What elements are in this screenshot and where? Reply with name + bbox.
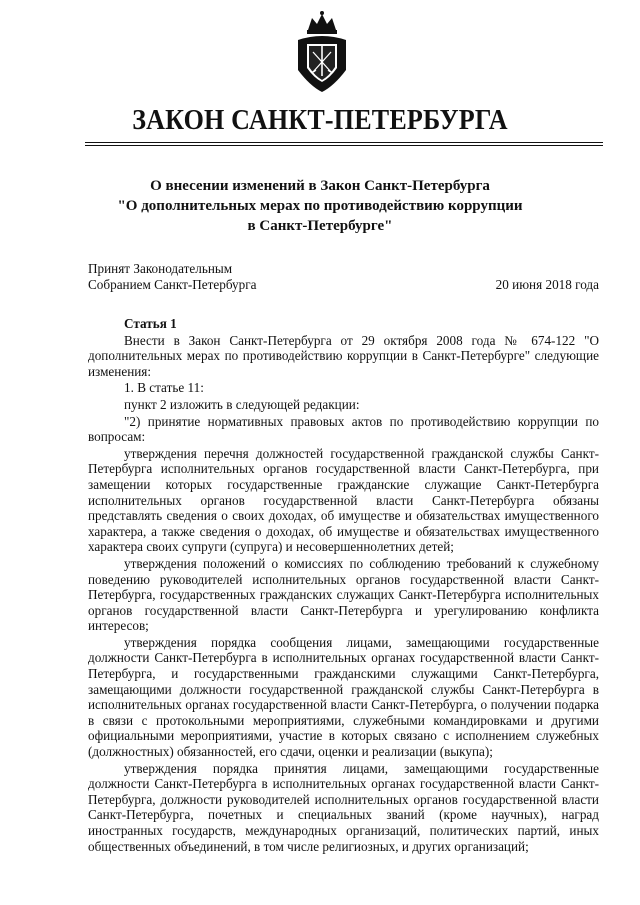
- subject-line: в Санкт-Петербурге": [247, 218, 393, 234]
- subject-line: О внесении изменений в Закон Санкт-Петербурга: [150, 178, 490, 194]
- title-underline: [85, 142, 603, 143]
- paragraph: утверждения порядка сообщения лицами, замещающими государственные должности Санкт-Петербурга в исполнительных органах государственной власти Санкт-Петербурга, и государственными гражданскими служащими Санкт-Петербурга, замещающими должности государственной гражданской службы Санкт-Петербурга в исполнительных органах государственной власти Санкт-Петербурга, о получении подарка в связи с протокольными мероприятиями, служебными командировками и другими официальными мероприятиями, участие в которых связано с исполнением служебных (должностных) обязанностей, его сдачи, оценки и реализации (выкупа);: [88, 634, 599, 760]
- paragraph: 1. В статье 11:: [124, 380, 204, 396]
- adopted-by: [88, 261, 257, 293]
- paragraph: Внести в Закон Санкт-Петербурга от 29 октября 2008 года № 674-122 "О дополнительных мерах по противодействию коррупции в Санкт-Петербурге" следующие изменения:: [88, 332, 599, 379]
- paragraph: пункт 2 изложить в следующей редакции:: [124, 396, 360, 412]
- paragraph: "2) принятие нормативных правовых актов по противодействию коррупции по вопросам:: [88, 413, 599, 445]
- law-title: ЗАКОН САНКТ-ПЕТЕРБУРГА: [132, 105, 508, 136]
- law-subject: [0, 176, 640, 236]
- paragraph: утверждения порядка принятия лицами, замещающими государственные должности Санкт-Петербурга в исполнительных органах государственной власти Санкт-Петербурга, должности руководителей исполнительных органов государственной власти Санкт-Петербурга, почетных и специальных званий (кроме научных), наград иностранных государств, международных организаций, политических партий, иных общественных объединений, в том числе религиозных, и других организаций;: [88, 760, 599, 854]
- adopted-line: Принят Законодательным: [88, 261, 233, 276]
- article-heading: Статья 1: [124, 316, 177, 331]
- subject-line: "О дополнительных мерах по противодействию коррупции: [117, 198, 523, 214]
- title-underline-second: [85, 145, 603, 146]
- adoption-date: 20 июня 2018 года: [495, 277, 599, 292]
- paragraph: утверждения положений о комиссиях по соблюдению требований к служебному поведению руководителей исполнительных органов государственной власти Санкт-Петербурга, государственных гражданских служащих Санкт-Петербурга исполнительных органов государственной власти Санкт-Петербурга и урегулированию конфликта интересов;: [88, 555, 599, 634]
- coat-of-arms-icon: [294, 10, 350, 94]
- law-body: [88, 316, 599, 855]
- paragraph: утверждения перечня должностей государственной гражданской службы Санкт-Петербурга исполнительных органов государственной власти Санкт-Петербурга, при замещении которых государственные гражданские служащие Санкт-Петербурга исполнительных органов государственной власти Санкт-Петербурга обязаны представлять сведения о своих доходах, об имуществе и обязательствах имущественного характера, а также сведения о доходах, об имуществе и обязательствах имущественного характера своих супруги (супруга) и несовершеннолетних детей;: [88, 445, 599, 555]
- adopted-line: Собранием Санкт-Петербурга: [88, 277, 257, 292]
